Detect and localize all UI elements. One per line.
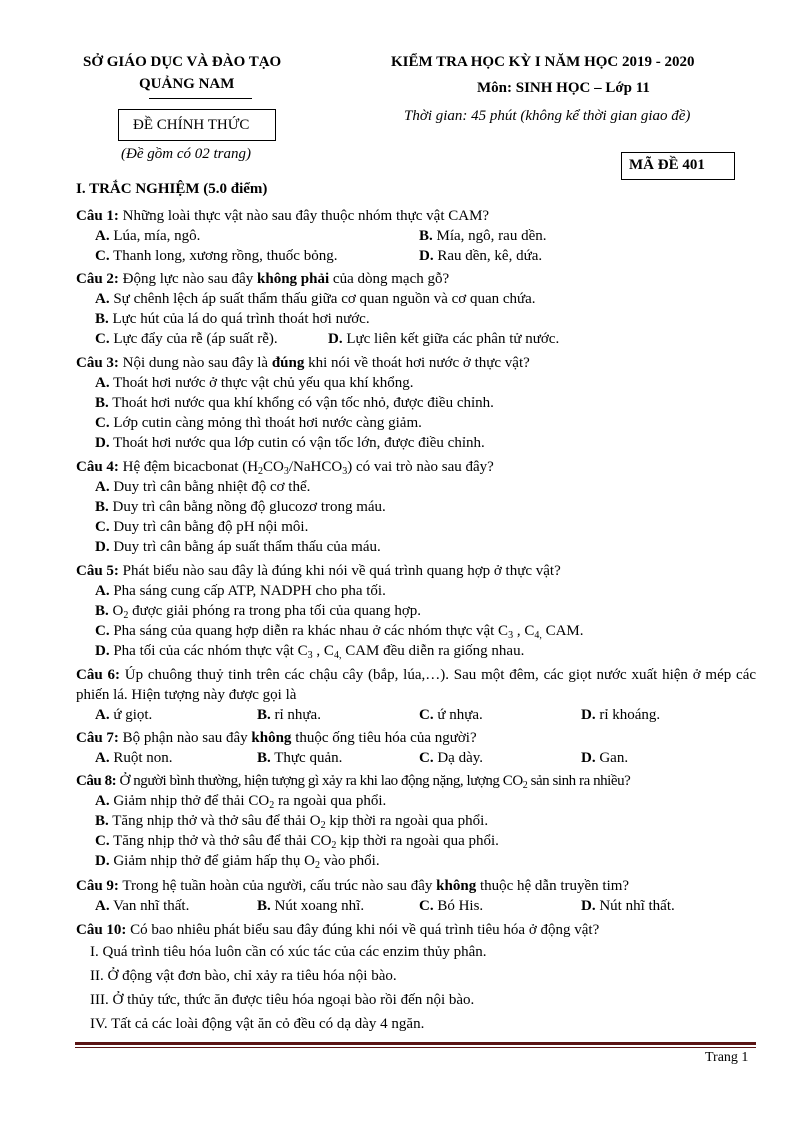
statement-2: II. Ở động vật đơn bào, chỉ xảy ra tiêu hóa nội bào. bbox=[90, 968, 397, 984]
option-d[interactable] bbox=[76, 851, 756, 871]
option-a[interactable] bbox=[76, 791, 756, 811]
option-d[interactable] bbox=[76, 433, 756, 453]
option-b[interactable] bbox=[76, 309, 756, 329]
question-7-stem bbox=[76, 728, 756, 748]
option-text: Lực đẩy của rễ (áp suất rễ). bbox=[113, 331, 278, 347]
option-label: A. bbox=[95, 707, 110, 723]
option-b[interactable] bbox=[257, 748, 419, 768]
option-d[interactable] bbox=[76, 537, 756, 557]
question-8-label: Câu 8: bbox=[76, 773, 117, 789]
subject-line: Môn: SINH HỌC – Lớp 11 bbox=[477, 80, 650, 96]
question-4-stem bbox=[76, 457, 756, 477]
option-text: Nút xoang nhĩ. bbox=[274, 898, 365, 914]
question-9-text-before: Trong hệ tuần hoàn của người, cấu trúc nào sau đây bbox=[122, 878, 433, 894]
option-label: C. bbox=[419, 898, 434, 914]
option-b[interactable] bbox=[257, 705, 419, 725]
question-2-text-after: của dòng mạch gỗ? bbox=[332, 271, 450, 287]
footer-rule-thin bbox=[75, 1047, 756, 1048]
option-label: A. bbox=[95, 479, 110, 495]
question-9 bbox=[76, 876, 756, 916]
option-text: Mía, ngô, rau dền. bbox=[436, 228, 547, 244]
option-c[interactable] bbox=[95, 329, 328, 349]
option-label: B. bbox=[257, 898, 271, 914]
question-1-stem bbox=[76, 206, 756, 226]
option-label: C. bbox=[95, 331, 110, 347]
option-c[interactable] bbox=[76, 413, 756, 433]
option-label: B. bbox=[95, 395, 109, 411]
exam-title: KIỂM TRA HỌC KỲ I NĂM HỌC 2019 - 2020 bbox=[391, 54, 695, 70]
option-text: Nút nhĩ thất. bbox=[599, 898, 675, 914]
option-text: Giảm nhịp thở để giảm hấp thụ $O_2$ vào phổi. bbox=[113, 853, 380, 871]
time-line: Thời gian: 45 phút (không kể thời gian giao đề) bbox=[404, 108, 691, 124]
option-text: Duy trì cân bằng độ pH nội môi. bbox=[113, 519, 309, 535]
question-2-stem bbox=[76, 269, 756, 289]
option-c[interactable] bbox=[76, 517, 756, 537]
option-c[interactable] bbox=[419, 896, 581, 916]
option-text: Van nhĩ thất. bbox=[113, 898, 190, 914]
option-b[interactable] bbox=[76, 497, 756, 517]
option-a[interactable] bbox=[76, 289, 756, 309]
option-text: rỉ khoáng. bbox=[599, 707, 661, 723]
question-10 bbox=[76, 920, 756, 1036]
option-label: C. bbox=[95, 833, 110, 849]
question-4-label: Câu 4: bbox=[76, 459, 119, 475]
option-d[interactable] bbox=[76, 641, 756, 661]
question-9-label: Câu 9: bbox=[76, 878, 119, 894]
option-label: D. bbox=[95, 435, 110, 451]
option-text: Ruột non. bbox=[113, 750, 173, 766]
question-9-text-after: thuộc hệ dẫn truyền tim? bbox=[479, 878, 630, 894]
option-label: D. bbox=[419, 248, 434, 264]
option-label: C. bbox=[419, 707, 434, 723]
option-label: B. bbox=[419, 228, 433, 244]
option-label: A. bbox=[95, 228, 110, 244]
option-a[interactable] bbox=[95, 748, 257, 768]
option-text: Rau dền, kê, dứa. bbox=[437, 248, 543, 264]
question-10-label: Câu 10: bbox=[76, 922, 127, 938]
option-label: D. bbox=[95, 853, 110, 869]
option-label: C. bbox=[95, 623, 110, 639]
question-2-row-cd bbox=[76, 329, 756, 349]
option-a[interactable] bbox=[95, 226, 419, 246]
option-text: Lực hút của lá do quá trình thoát hơi nước. bbox=[112, 311, 370, 327]
official-label: ĐỀ CHÍNH THỨC bbox=[133, 117, 250, 133]
question-1-text: Những loài thực vật nào sau đây thuộc nhóm thực vật CAM? bbox=[122, 208, 490, 224]
option-label: A. bbox=[95, 750, 110, 766]
option-d[interactable] bbox=[581, 896, 675, 916]
option-text: ứ giọt. bbox=[113, 707, 153, 723]
question-5 bbox=[76, 561, 756, 661]
option-b[interactable] bbox=[419, 226, 547, 246]
option-label: A. bbox=[95, 898, 110, 914]
question-6-label: Câu 6: bbox=[76, 667, 120, 683]
option-text: Thực quản. bbox=[274, 750, 343, 766]
question-8-text: Ở người bình thường, hiện tượng gì xảy ra khi lao động nặng, lượng $CO_2$ sản sinh ra nhiều? bbox=[119, 773, 631, 791]
question-4 bbox=[76, 457, 756, 557]
option-text: Pha sáng của quang hợp diễn ra khác nhau ở các nhóm thực vật $C_3$ , $C_{4,}$ CAM. bbox=[113, 623, 584, 641]
option-a[interactable] bbox=[95, 705, 257, 725]
option-label: D. bbox=[581, 898, 596, 914]
question-3-emphasis: đúng bbox=[271, 355, 305, 371]
option-c[interactable] bbox=[76, 621, 756, 641]
option-a[interactable] bbox=[76, 477, 756, 497]
department-name: SỞ GIÁO DỤC VÀ ĐÀO TẠO bbox=[83, 54, 282, 70]
question-7-label: Câu 7: bbox=[76, 730, 119, 746]
statement-3: III. Ở thủy tức, thức ăn được tiêu hóa ngoại bào rồi đến nội bào. bbox=[90, 992, 475, 1008]
question-9-options bbox=[76, 896, 756, 916]
option-label: D. bbox=[328, 331, 343, 347]
option-d[interactable] bbox=[581, 748, 628, 768]
option-b[interactable] bbox=[257, 896, 419, 916]
question-6-stem bbox=[76, 665, 756, 705]
question-9-emphasis: không bbox=[436, 878, 477, 894]
option-text: Lúa, mía, ngô. bbox=[113, 228, 201, 244]
option-label: B. bbox=[95, 813, 109, 829]
question-6 bbox=[76, 665, 756, 725]
option-text: Thanh long, xương rồng, thuốc bỏng. bbox=[113, 248, 338, 264]
option-label: A. bbox=[95, 291, 110, 307]
option-c[interactable] bbox=[76, 831, 756, 851]
option-label: D. bbox=[581, 750, 596, 766]
question-7-emphasis: không bbox=[251, 730, 292, 746]
option-text: rỉ nhựa. bbox=[274, 707, 321, 723]
question-8 bbox=[76, 771, 756, 871]
option-label: C. bbox=[95, 248, 110, 264]
option-label: D. bbox=[581, 707, 596, 723]
option-c[interactable] bbox=[95, 246, 419, 266]
option-label: C. bbox=[95, 415, 110, 431]
question-5-stem bbox=[76, 561, 756, 581]
option-c[interactable] bbox=[419, 748, 581, 768]
option-label: C. bbox=[419, 750, 434, 766]
section-title: I. TRẮC NGHIỆM (5.0 điểm) bbox=[76, 181, 268, 197]
question-1-label: Câu 1: bbox=[76, 208, 119, 224]
option-label: D. bbox=[95, 643, 110, 659]
province-underline bbox=[149, 98, 252, 99]
option-d[interactable] bbox=[328, 329, 559, 349]
option-text: Pha tối của các nhóm thực vật $C_3$ , $C_{4,}$ CAM đều diễn ra giống nhau. bbox=[113, 643, 525, 661]
option-label: D. bbox=[95, 539, 110, 555]
option-text: Dạ dày. bbox=[437, 750, 484, 766]
option-text: $O_2$ được giải phóng ra trong pha tối của quang hợp. bbox=[112, 603, 422, 621]
question-3-stem bbox=[76, 353, 756, 373]
question-10-text: Có bao nhiêu phát biểu sau đây đúng khi nói về quá trình tiêu hóa ở động vật? bbox=[130, 922, 600, 938]
option-label: B. bbox=[95, 311, 109, 327]
footer-rule-thick bbox=[75, 1042, 756, 1045]
option-b[interactable] bbox=[76, 601, 756, 621]
option-text: Lớp cutin càng mỏng thì thoát hơi nước càng giảm. bbox=[113, 415, 422, 431]
question-6-options bbox=[76, 705, 756, 725]
option-label: A. bbox=[95, 793, 110, 809]
page-number: Trang 1 bbox=[705, 1050, 749, 1065]
question-3-text-after: khi nói về thoát hơi nước ở thực vật? bbox=[308, 355, 530, 371]
question-5-label: Câu 5: bbox=[76, 563, 119, 579]
question-7-text-after: thuộc ống tiêu hóa của người? bbox=[295, 730, 477, 746]
question-3 bbox=[76, 353, 756, 453]
option-text: Gan. bbox=[599, 750, 629, 766]
option-text: Thoát hơi nước qua khí khổng có vận tốc nhỏ, được điều chỉnh. bbox=[112, 395, 494, 411]
option-text: Duy trì cân bằng áp suất thẩm thấu của máu. bbox=[113, 539, 381, 555]
province-name: QUẢNG NAM bbox=[139, 76, 235, 92]
question-2-text-before: Động lực nào sau đây bbox=[122, 271, 254, 287]
option-text: Sự chênh lệch áp suất thẩm thấu giữa cơ quan nguồn và cơ quan chứa. bbox=[113, 291, 536, 307]
question-7-text-before: Bộ phận nào sau đây bbox=[122, 730, 248, 746]
option-a[interactable] bbox=[76, 581, 756, 601]
option-label: A. bbox=[95, 583, 110, 599]
question-4-text: Hệ đệm bicacbonat $(H_2CO_3/NaHCO_3)$ có vai trò nào sau đây? bbox=[122, 459, 494, 477]
option-text: Duy trì cân bằng nồng độ glucozơ trong máu. bbox=[112, 499, 386, 515]
option-text: Pha sáng cung cấp ATP, NADPH cho pha tối. bbox=[113, 583, 386, 599]
option-text: Thoát hơi nước qua lớp cutin có vận tốc lớn, được điều chỉnh. bbox=[113, 435, 485, 451]
statement-4: IV. Tất cả các loài động vật ăn cỏ đều có dạ dày 4 ngăn. bbox=[90, 1016, 425, 1032]
question-7-options bbox=[76, 748, 756, 768]
option-d[interactable] bbox=[581, 705, 660, 725]
option-d[interactable] bbox=[419, 246, 542, 266]
question-2-emphasis: không phải bbox=[257, 271, 330, 287]
question-1 bbox=[76, 206, 756, 266]
question-8-stem bbox=[76, 771, 756, 791]
option-b[interactable] bbox=[76, 393, 756, 413]
question-1-row1 bbox=[76, 226, 756, 246]
option-label: B. bbox=[257, 750, 271, 766]
option-label: B. bbox=[95, 603, 109, 619]
option-text: Giảm nhịp thở để thải $CO_2$ ra ngoài qua phổi. bbox=[113, 793, 387, 811]
question-2 bbox=[76, 269, 756, 349]
pages-note-text: (Đề gồm có 02 trang) bbox=[121, 146, 251, 162]
option-text: Duy trì cân bằng nhiệt độ cơ thể. bbox=[113, 479, 311, 495]
option-text: Bó His. bbox=[437, 898, 484, 914]
option-b[interactable] bbox=[76, 811, 756, 831]
question-5-text: Phát biểu nào sau đây là đúng khi nói về quá trình quang hợp ở thực vật? bbox=[122, 563, 561, 579]
option-text: ứ nhựa. bbox=[437, 707, 483, 723]
option-label: C. bbox=[95, 519, 110, 535]
question-3-text-before: Nội dung nào sau đây là bbox=[122, 355, 269, 371]
question-2-label: Câu 2: bbox=[76, 271, 119, 287]
question-10-stem bbox=[76, 920, 756, 940]
option-a[interactable] bbox=[95, 896, 257, 916]
question-6-text: Úp chuông thuỷ tinh trên các chậu cây (bắp, lúa,…). Sau một đêm, các giọt nước xuất hiện ở mép các phiến lá. Hiện tượng này được gọi là bbox=[76, 667, 757, 703]
statement-1: I. Quá trình tiêu hóa luôn cần có xúc tác của các enzim thủy phân. bbox=[90, 944, 487, 960]
option-text: Tăng nhịp thở và thở sâu để thải $O_2$ kịp thời ra ngoài qua phổi. bbox=[112, 813, 489, 831]
option-text: Thoát hơi nước ở thực vật chủ yếu qua khí khổng. bbox=[113, 375, 414, 391]
question-1-row2 bbox=[76, 246, 756, 266]
option-label: A. bbox=[95, 375, 110, 391]
option-text: Lực liên kết giữa các phân tử nước. bbox=[346, 331, 560, 347]
option-label: B. bbox=[95, 499, 109, 515]
question-9-stem bbox=[76, 876, 756, 896]
question-7 bbox=[76, 728, 756, 768]
pages-note bbox=[121, 144, 251, 164]
option-a[interactable] bbox=[76, 373, 756, 393]
question-3-label: Câu 3: bbox=[76, 355, 119, 371]
option-c[interactable] bbox=[419, 705, 581, 725]
option-text: Tăng nhịp thở và thở sâu để thải $CO_2$ kịp thời ra ngoài qua phổi. bbox=[113, 833, 499, 851]
option-label: B. bbox=[257, 707, 271, 723]
exam-code: MÃ ĐỀ 401 bbox=[629, 157, 705, 173]
